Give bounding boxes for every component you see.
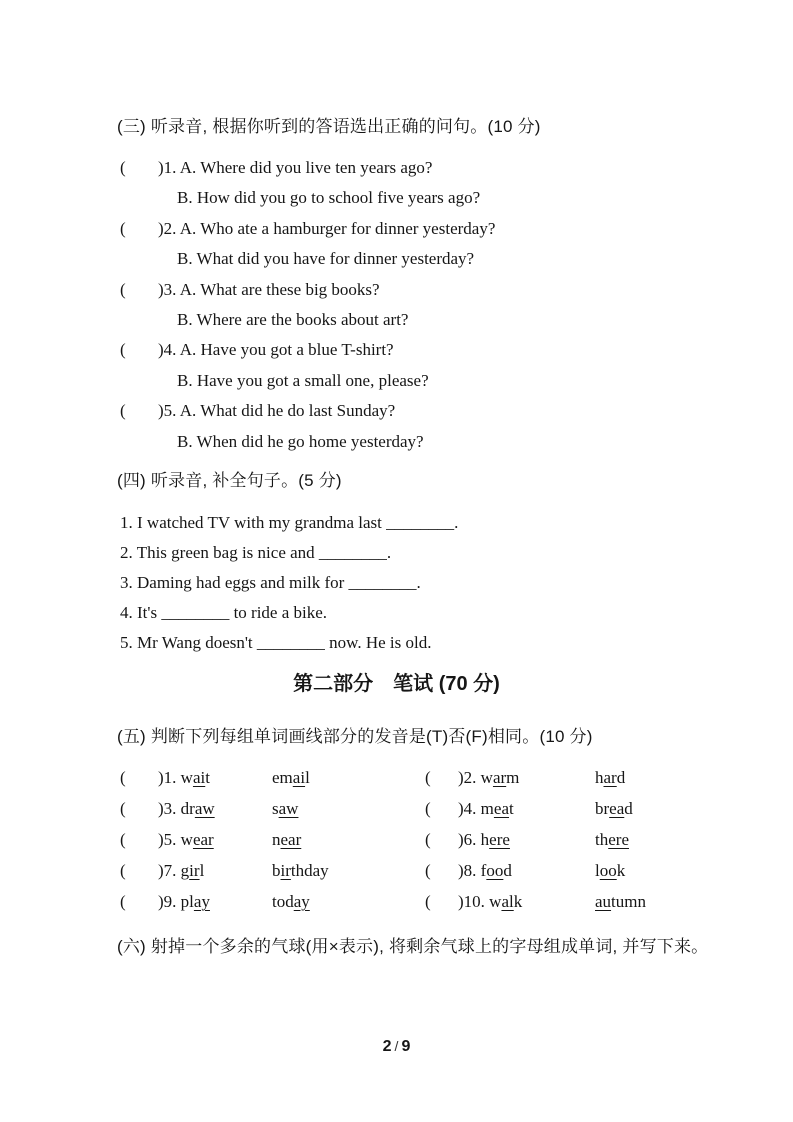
underlined-letters: ere — [608, 830, 629, 849]
answer-paren: ( — [120, 799, 126, 818]
fill-blank-sentence-2: 2. This green bag is nice and ________. — [120, 543, 392, 562]
underlined-letters: ay — [193, 892, 210, 911]
underlined-letters: ar — [492, 768, 507, 787]
answer-paren: ( — [120, 768, 126, 787]
question-text: )4. A. Have you got a blue T-shirt? — [158, 340, 394, 360]
answer-paren: ( — [120, 158, 126, 177]
phonics-word: )8. food — [458, 861, 512, 880]
question-text: B. When did he go home yesterday? — [177, 431, 424, 451]
answer-paren: ( — [120, 279, 126, 299]
page-separator: / — [394, 1038, 399, 1054]
answer-paren: ( — [425, 861, 431, 880]
phonics-row-5 — [120, 886, 646, 917]
question-text: B. What did you have for dinner yesterday? — [177, 249, 475, 269]
fill-blank-sentence-3: 3. Daming had eggs and milk for ________. — [120, 573, 421, 592]
phonics-row-3 — [120, 824, 646, 855]
phonics-word: )4. meat — [458, 799, 514, 818]
section-3-heading: (三) 听录音, 根据你听到的答语选出正确的问句。(10 分) — [117, 117, 541, 136]
underlined-letters: ear — [280, 830, 302, 849]
question-2-option-a — [120, 214, 495, 244]
underlined-letters: ay — [293, 892, 310, 911]
underlined-letters: ir — [189, 861, 200, 880]
phonics-word: email — [272, 768, 310, 787]
answer-paren: ( — [425, 892, 431, 911]
underlined-letters: oo — [486, 861, 504, 880]
answer-paren: ( — [120, 340, 126, 360]
underlined-letters: ir — [280, 861, 291, 880]
phonics-word: today — [272, 892, 310, 911]
phonics-word: )5. wear — [158, 830, 214, 849]
question-2-option-b — [120, 244, 495, 274]
phonics-word: bread — [595, 799, 633, 818]
fill-blank-sentence-1: 1. I watched TV with my grandma last ________. — [120, 513, 459, 532]
question-text: B. Have you got a small one, please? — [177, 370, 429, 390]
section-4-sentences — [120, 508, 458, 658]
phonics-word: )1. wait — [158, 768, 210, 787]
underlined-letters: ere — [489, 830, 510, 849]
phonics-word: there — [595, 830, 629, 849]
answer-paren: ( — [120, 892, 126, 911]
section-5-heading: (五) 判断下列每组单词画线部分的发音是(T)否(F)相同。(10 分) — [117, 727, 593, 746]
phonics-word: )2. warm — [458, 768, 520, 787]
phonics-word: )10. walk — [458, 892, 523, 911]
fill-blank-sentence-5: 5. Mr Wang doesn't ________ now. He is old. — [120, 633, 432, 652]
answer-paren: ( — [120, 830, 126, 849]
phonics-row-1 — [120, 762, 646, 793]
underlined-letters: ai — [292, 768, 306, 787]
underlined-letters: aw — [194, 799, 215, 818]
question-text: )3. A. What are these big books? — [158, 279, 380, 299]
question-text: )1. A. Where did you live ten years ago? — [158, 158, 433, 177]
question-5-option-b — [120, 427, 495, 457]
answer-paren: ( — [425, 768, 431, 787]
underlined-letters: aw — [278, 799, 299, 818]
question-5-option-a — [120, 396, 495, 426]
section-6-heading: (六) 射掉一个多余的气球(用×表示), 将剩余气球上的字母组成单词, 并写下来。 — [117, 937, 709, 956]
question-3-option-a — [120, 275, 495, 305]
section-5-phonics-table — [120, 762, 646, 917]
underlined-letters: ear — [192, 830, 214, 849]
answer-paren: ( — [120, 401, 126, 421]
phonics-word: look — [595, 861, 626, 880]
underlined-letters: ea — [493, 799, 509, 818]
answer-paren: ( — [425, 799, 431, 818]
phonics-word: )9. play — [158, 892, 210, 911]
question-text: )2. A. Who ate a hamburger for dinner yesterday? — [158, 218, 496, 238]
section-3-questions — [120, 153, 495, 457]
phonics-word: )7. girl — [158, 861, 205, 880]
underlined-letters: ea — [609, 799, 625, 818]
page-current: 2 — [382, 1038, 392, 1055]
phonics-row-2 — [120, 793, 646, 824]
question-4-option-a — [120, 335, 495, 365]
answer-paren: ( — [120, 218, 126, 238]
phonics-word: birthday — [272, 861, 329, 880]
phonics-word: near — [272, 830, 302, 849]
underlined-letters: au — [595, 892, 612, 911]
phonics-row-4 — [120, 855, 646, 886]
phonics-word: hard — [595, 768, 626, 787]
phonics-word: )3. draw — [158, 799, 215, 818]
underlined-letters: al — [501, 892, 514, 911]
question-text: )5. A. What did he do last Sunday? — [158, 401, 396, 421]
page-number — [0, 1036, 793, 1057]
question-text: B. Where are the books about art? — [177, 310, 409, 330]
answer-paren: ( — [425, 830, 431, 849]
page-total: 9 — [401, 1038, 411, 1055]
question-text: B. How did you go to school five years ago? — [177, 188, 481, 208]
part-2-header: 第二部分 笔试 (70 分) — [293, 673, 500, 695]
underlined-letters: ar — [603, 768, 617, 787]
phonics-word: autumn — [595, 892, 646, 911]
phonics-word: saw — [272, 799, 299, 818]
underlined-letters: ai — [192, 768, 206, 787]
underlined-letters: oo — [599, 861, 617, 880]
section-4-heading: (四) 听录音, 补全句子。(5 分) — [117, 471, 342, 490]
fill-blank-sentence-4: 4. It's ________ to ride a bike. — [120, 603, 328, 622]
phonics-word: )6. here — [458, 830, 510, 849]
question-1-option-b — [120, 183, 495, 213]
question-3-option-b — [120, 305, 495, 335]
answer-paren: ( — [120, 861, 126, 880]
question-4-option-b — [120, 366, 495, 396]
question-1-option-a — [120, 153, 495, 183]
